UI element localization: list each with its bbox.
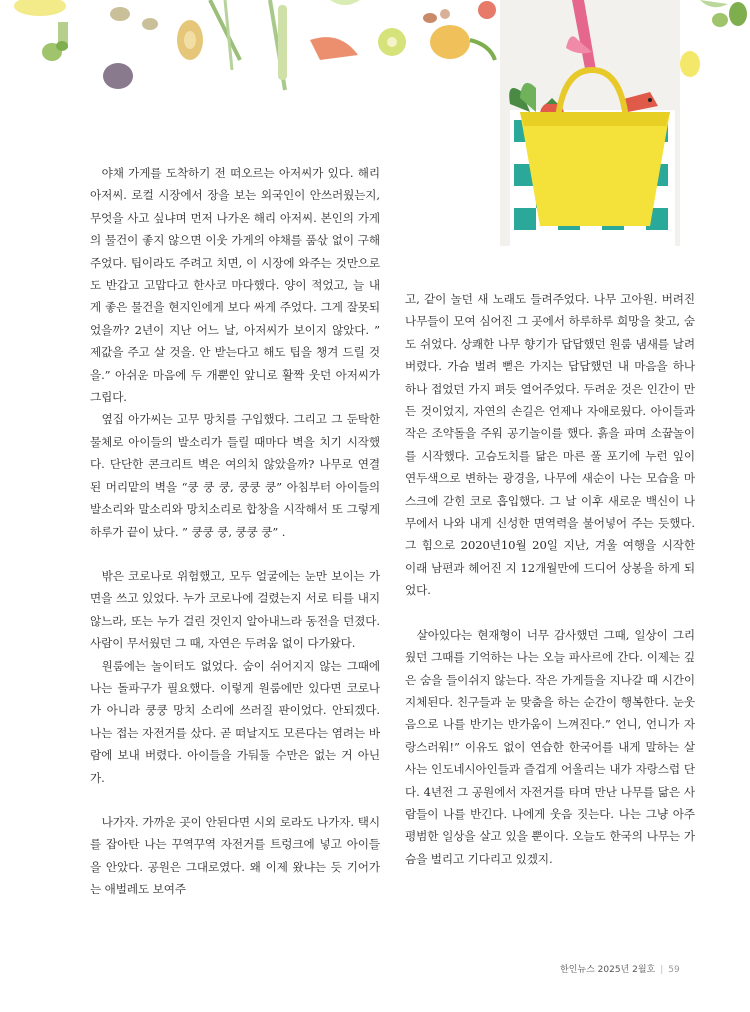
paragraph: 살아있다는 현재형이 너무 감사했던 그때, 일상이 그리웠던 그때를 기억하는 나는 오늘 파사르에 간다. 이제는 깊은 숨을 들이쉬지 않는다. 작은 가게들을 지나갈 때 시간이 지체된다. 친구들과 눈 맞춤을 하는 순간이 행복한다. 눈웃음으로 나를 반기는 반가움이 느껴진다.” 언니, 언니가 자랑스러워!” 이유도 없이 연습한 한국어를 내게 말하는 살사는 인도네시아인들과 즐겁게 어울리는 내가 자랑스럽 단다. 4년전 그 공원에서 자전거를 타며 만난 나무를 닮은 사람들이 나를 반긴다. 나에게 웃음 짓는다. 나는 그냥 아주 평범한 일상을 살고 있을 뿐이다. 오늘도 한국의 나무는 가슴을 벌리고 기다리고 있겠지.	[405, 627, 695, 866]
paragraph: 옆집 아가씨는 고무 망치를 구입했다. 그리고 그 둔탁한 물체로 아이들의 발소리가 들릴 때마다 벽을 치기 시작했다. 단단한 콘크리트 벽은 여의치 않았을까? 나무로 연결된 머리맡의 벽을 “쿵 쿵 쿵, 쿵쿵 쿵” 아침부터 아이들의 발소리와 말소리와 망치소리로 합창을 시작해서 또 그렇게 하루가 끝이 났다. ” 쿵쿵 쿵, 쿵쿵 쿵” .	[90, 412, 380, 539]
paragraph: 고, 같이 놀던 새 노래도 들려주었다. 나무 고아원. 버려진 나무들이 모여 심어진 그 곳에서 하루하루 희망을 찾고, 숨도 쉬었다. 상쾌한 나무 향기가 답답했던 원룸 냄새를 날려버렸다. 가슴 벌려 뻗은 가지는 답답했던 내 마음을 하나 하나 접었던 가지 펴듯 열어주었다. 두려운 것은 인간이 만든 것이었지, 자연의 손길은 언제나 자애로웠다. 아이들과 작은 조약돌을 주워 공기놀이를 했다. 흙을 파며 소꿉놀이를 시작했다. 고슴도치를 닮은 마른 풀 포기에 누런 잎이 연두색으로 변하는 광경을, 나무에 새순이 나는 모습을 마스크에 갇힌 코로 흡입했다. 그 날 이후 새로운 백신이 나무에서 나와 내게 신성한 면역력을 불어넣어 주는 듯했다. 그 힘으로 2020년10월 20일 지난, 겨울 여행을 시작한 이래 남편과 헤어진 지 12개월만에 드디어 상봉을 하게 되었다.	[405, 292, 695, 598]
article-left-column	[90, 162, 380, 901]
shopping-bag-illustration	[500, 0, 680, 246]
paragraph: 밖은 코로나로 위험했고, 모두 얼굴에는 눈만 보이는 가면을 쓰고 있었다. 누가 코로나에 걸렸는지 서로 티를 내지 않느라, 또는 누가 걸린 것인지 알아내느라 동전을 던졌다. 사람이 무서웠던 그 때, 자연은 두려움 없이 다가왔다.	[90, 568, 380, 651]
footer-divider: |	[660, 965, 664, 975]
paragraph: 야채 가게를 도착하기 전 떠오르는 아저씨가 있다. 해리 아저씨. 로컬 시장에서 장을 보는 외국인이 안쓰러웠는지, 무엇을 사고 싶냐며 먼저 나가온 해리 아저씨. 본인의 가게의 물건이 좋지 않으면 이웃 가게의 야채를 품삯 없이 구해 주었다. 팁이라도 주려고 치면, 이 시장에 와주는 것만으로도 반갑고 고맙다고 한사코 마다했다. 양이 적었고, 늘 내게 좋은 물건을 현지인에게 보다 싸게 주었다. 그게 잘못되었을까? 2년이 지난 어느 날, 아저씨가 보이지 않았다. ” 제값을 주고 살 것을. 안 받는다고 해도 팁을 챙겨 드릴 것을.” 아쉬운 마음에 두 개뿐인 앞니로 활짝 웃던 아저씨가 그립다.	[90, 166, 380, 405]
paragraph: 나가자. 가까운 곳이 안된다면 시외 로라도 나가자. 택시를 잡아탄 나는 꾸역꾸역 자전거를 트렁크에 넣고 아이들을 안았다. 공원은 그대로였다. 왜 이제 왔냐는 듯 기어가는 애벌레도 보여주	[90, 814, 380, 897]
article-right-column	[405, 288, 695, 870]
page-number: 59	[668, 965, 680, 975]
paragraph: 원룸에는 놀이터도 없었다. 숨이 쉬어지지 않는 그때에 나는 돌파구가 필요했다. 이렇게 원룸에만 있다면 코로나가 아니라 쿵쿵 망치 소리에 쓰러질 판이었다. 안되겠다. 나는 접는 자전거를 샀다. 곧 떠날지도 모른다는 염려는 바람에 보내 버렸다. 아이들을 가둬둘 수만은 없는 거 아닌가.	[90, 658, 380, 785]
page-footer	[560, 962, 680, 975]
publication-name: 한인뉴스 2025년 2월호	[560, 965, 656, 975]
